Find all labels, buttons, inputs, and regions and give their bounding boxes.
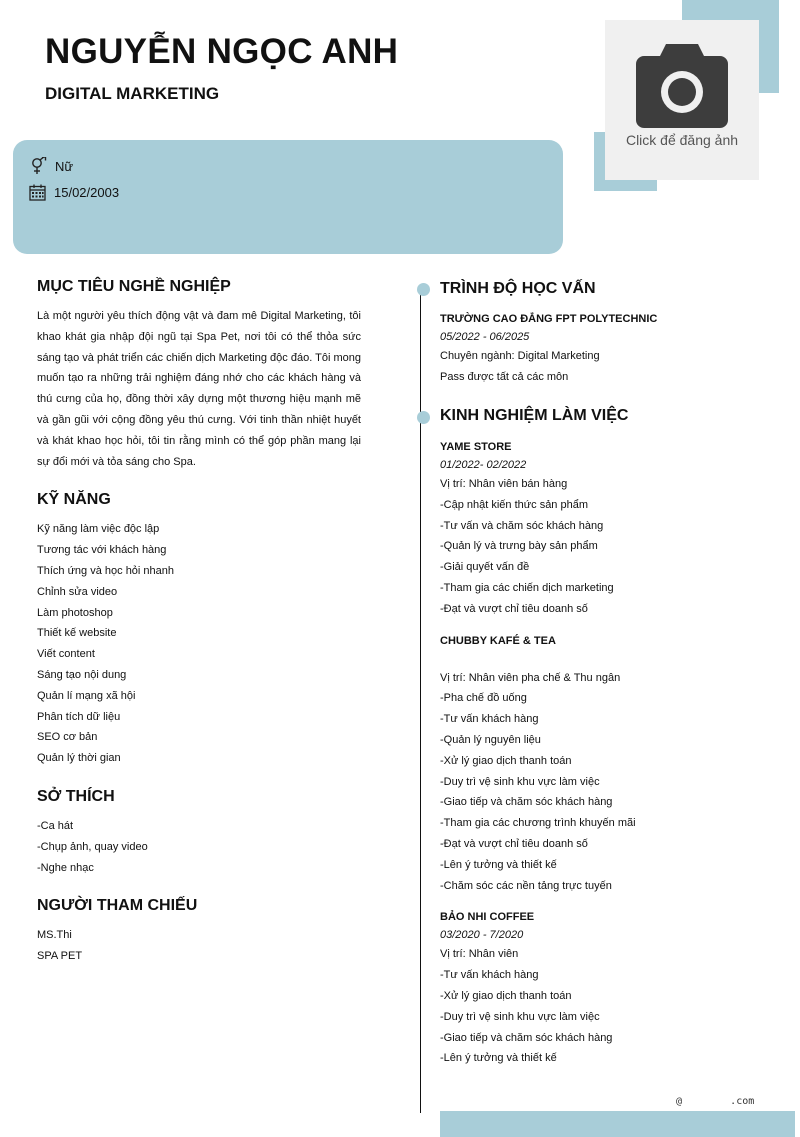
skill-item: Phân tích dữ liệu [37, 710, 121, 723]
objective-text: Là một người yêu thích động vật và đam mê Digital Marketing, tôi khao khát gia nhập đội ngũ tại Spa Pet, nơi tôi có thể thỏa sức sáng tạo và phát triển các chiến dịch Marketing độc đáo. Tôi mong muốn tạo ra những trải nghiệm đáng nhớ cho các khách hàng và thú cưng của họ, đồng thời xây dựng một thương hiệu mạnh mẽ và gần gũi với cộng đồng yêu thú cưng. Với tinh thần nhiệt huyết và khát khao học hỏi, tôi tin rằng mình có thể góp phần mang lại sự đổi mới và tỏa sáng cho Spa. [37, 310, 361, 468]
hobby-item: -Nghe nhạc [37, 861, 94, 874]
hobbies-title: SỞ THÍCH [37, 787, 115, 805]
education-title: TRÌNH ĐỘ HỌC VẤN [440, 280, 596, 297]
reference-item: MS.Thi [37, 929, 72, 942]
job-line: -Tư vấn khách hàng [440, 713, 539, 726]
job-line: -Xử lý giao dịch thanh toán [440, 754, 572, 767]
timeline-dot-experience [417, 411, 430, 424]
job-entry [440, 908, 780, 1069]
job-line: -Tham gia các chương trình khuyến mãi [440, 817, 636, 830]
skill-item: Quản lý thời gian [37, 752, 121, 765]
skill-item: Kỹ năng làm việc độc lập [37, 523, 160, 536]
skill-item: Thích ứng và học hỏi nhanh [37, 564, 175, 577]
job-period: 01/2022- 02/2022 [440, 459, 527, 471]
contact-email: @ .com [676, 1096, 755, 1107]
job-line: -Pha chế đồ uống [440, 692, 527, 705]
job-line: -Quản lý và trưng bày sản phẩm [440, 540, 598, 553]
birthdate-row [29, 184, 119, 201]
job-line: -Chăm sóc các nền tảng trực tuyến [440, 879, 612, 892]
experience-section [440, 407, 780, 1069]
job-company: YAME STORE [440, 441, 512, 453]
skills-section [37, 491, 361, 769]
education-section [440, 280, 780, 388]
gender-value: Nữ [55, 158, 74, 174]
skill-item: Tương tác với khách hàng [37, 544, 167, 557]
birthdate-value: 15/02/2003 [54, 185, 120, 200]
skill-item: Thiết kế website [37, 627, 117, 640]
gender-icon [29, 157, 47, 175]
skill-item: Quản lí mạng xã hội [37, 689, 136, 702]
hobby-item: -Chụp ảnh, quay video [37, 840, 148, 853]
references-section [37, 897, 361, 967]
job-line: -Duy trì vệ sinh khu vực làm việc [440, 775, 600, 788]
personal-info-box [13, 140, 563, 254]
skill-item: SEO cơ bản [37, 731, 98, 744]
candidate-role: DIGITAL MARKETING [45, 84, 220, 103]
job-line: -Lên ý tưởng và thiết kế [440, 1052, 557, 1065]
job-period [440, 650, 780, 668]
left-column [37, 278, 361, 986]
job-entry [440, 438, 780, 620]
reference-item: SPA PET [37, 950, 83, 963]
school-period: 05/2022 - 06/2025 [440, 331, 530, 343]
gender-row [29, 157, 73, 175]
job-company: CHUBBY KAFÉ & TEA [440, 634, 556, 647]
school-name: TRƯỜNG CAO ĐẲNG FPT POLYTECHNIC [440, 313, 658, 325]
footer-deco-bar [440, 1111, 795, 1137]
experience-title: KINH NGHIỆM LÀM VIỆC [440, 407, 629, 424]
job-line: Vị trí: Nhân viên pha chế & Thu ngân [440, 671, 621, 684]
calendar-icon [29, 184, 46, 201]
job-entry [440, 632, 780, 897]
job-line: Vị trí: Nhân viên bán hàng [440, 478, 568, 490]
timeline-dot-education [417, 283, 430, 296]
skill-item: Viết content [37, 648, 95, 661]
hobbies-section [37, 788, 361, 878]
job-line: -Xử lý giao dịch thanh toán [440, 989, 572, 1002]
job-line: -Cập nhật kiến thức sản phẩm [440, 498, 589, 511]
job-period: 03/2020 - 7/2020 [440, 929, 524, 942]
photo-upload[interactable] [605, 20, 759, 180]
skill-item: Làm photoshop [37, 606, 113, 619]
skill-item: Chỉnh sửa video [37, 585, 118, 598]
skills-title: KỸ NĂNG [37, 491, 111, 509]
camera-icon [636, 44, 728, 128]
references-title: NGƯỜI THAM CHIẾU [37, 897, 198, 915]
job-line: -Đạt và vượt chỉ tiêu doanh số [440, 602, 588, 615]
photo-caption: Click để đăng ảnh [625, 132, 739, 148]
job-line: -Giao tiếp và chăm sóc khách hàng [440, 796, 613, 809]
job-line: Vị trí: Nhân viên [440, 948, 519, 961]
education-line: Chuyên ngành: Digital Marketing [440, 350, 600, 362]
job-line: -Lên ý tưởng và thiết kế [440, 858, 557, 871]
skill-item: Sáng tạo nội dung [37, 668, 127, 681]
job-line: -Tư vấn và chăm sóc khách hàng [440, 519, 604, 532]
education-line: Pass được tất cả các môn [440, 370, 569, 383]
objective-title: MỤC TIÊU NGHỀ NGHIỆP [37, 278, 231, 295]
job-line: -Đạt và vượt chỉ tiêu doanh số [440, 837, 588, 850]
job-company: BẢO NHI COFFEE [440, 911, 535, 924]
job-line: -Giải quyết vấn đề [440, 561, 530, 574]
job-line: -Duy trì vệ sinh khu vực làm việc [440, 1010, 600, 1023]
hobby-item: -Ca hát [37, 819, 74, 832]
job-line: -Tư vấn khách hàng [440, 969, 539, 982]
candidate-name: NGUYỄN NGỌC ANH [45, 32, 399, 71]
job-line: -Giao tiếp và chăm sóc khách hàng [440, 1031, 613, 1044]
job-line: -Quản lý nguyên liệu [440, 733, 541, 746]
objective-section [37, 278, 361, 472]
job-line: -Tham gia các chiến dịch marketing [440, 581, 614, 594]
